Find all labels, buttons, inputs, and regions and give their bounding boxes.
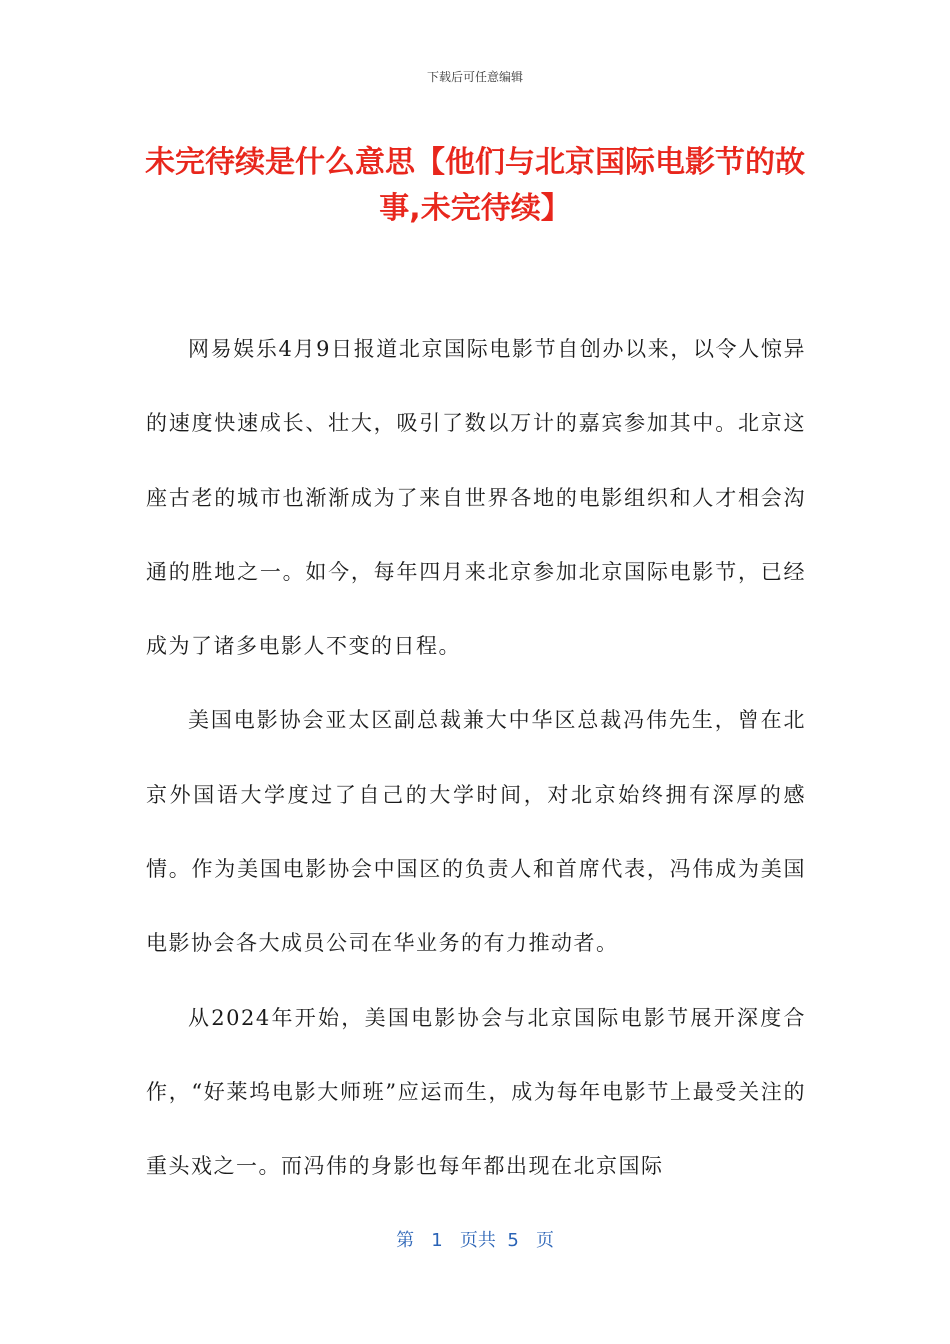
footer-prefix: 第 xyxy=(396,1230,415,1251)
document-title: 未完待续是什么意思【他们与北京国际电影节的故事,未完待续】 xyxy=(145,145,805,226)
footer-suffix: 页 xyxy=(535,1230,554,1251)
document-body xyxy=(146,312,806,1204)
paragraph: 从2024年开始，美国电影协会与北京国际电影节展开深度合作，“好莱坞电影大师班”应运而生，成为每年电影节上最受关注的重头戏之一。而冯伟的身影也每年都出现在北京国际 xyxy=(146,1005,806,1179)
footer-middle: 页共 xyxy=(459,1230,496,1251)
paragraph: 网易娱乐4月9日报道北京国际电影节自创办以来，以令人惊异的速度快速成长、壮大，吸引了数以万计的嘉宾参加其中。北京这座古老的城市也渐渐成为了来自世界各地的电影组织和人才相会沟通的胜地之一。如今，每年四月来北京参加北京国际电影节，已经成为了诸多电影人不变的日程。 xyxy=(146,337,806,659)
paragraph: 美国电影协会亚太区副总裁兼大中华区总裁冯伟先生，曾在北京外国语大学度过了自己的大学时间，对北京始终拥有深厚的感情。作为美国电影协会中国区的负责人和首席代表，冯伟成为美国电影协会各大成员公司在华业务的有力推动者。 xyxy=(146,708,806,956)
current-page-number: 1 xyxy=(431,1230,443,1251)
page-footer xyxy=(0,1226,950,1252)
header-note: 下载后可任意编辑 xyxy=(426,70,523,84)
total-pages-number: 5 xyxy=(507,1230,519,1251)
